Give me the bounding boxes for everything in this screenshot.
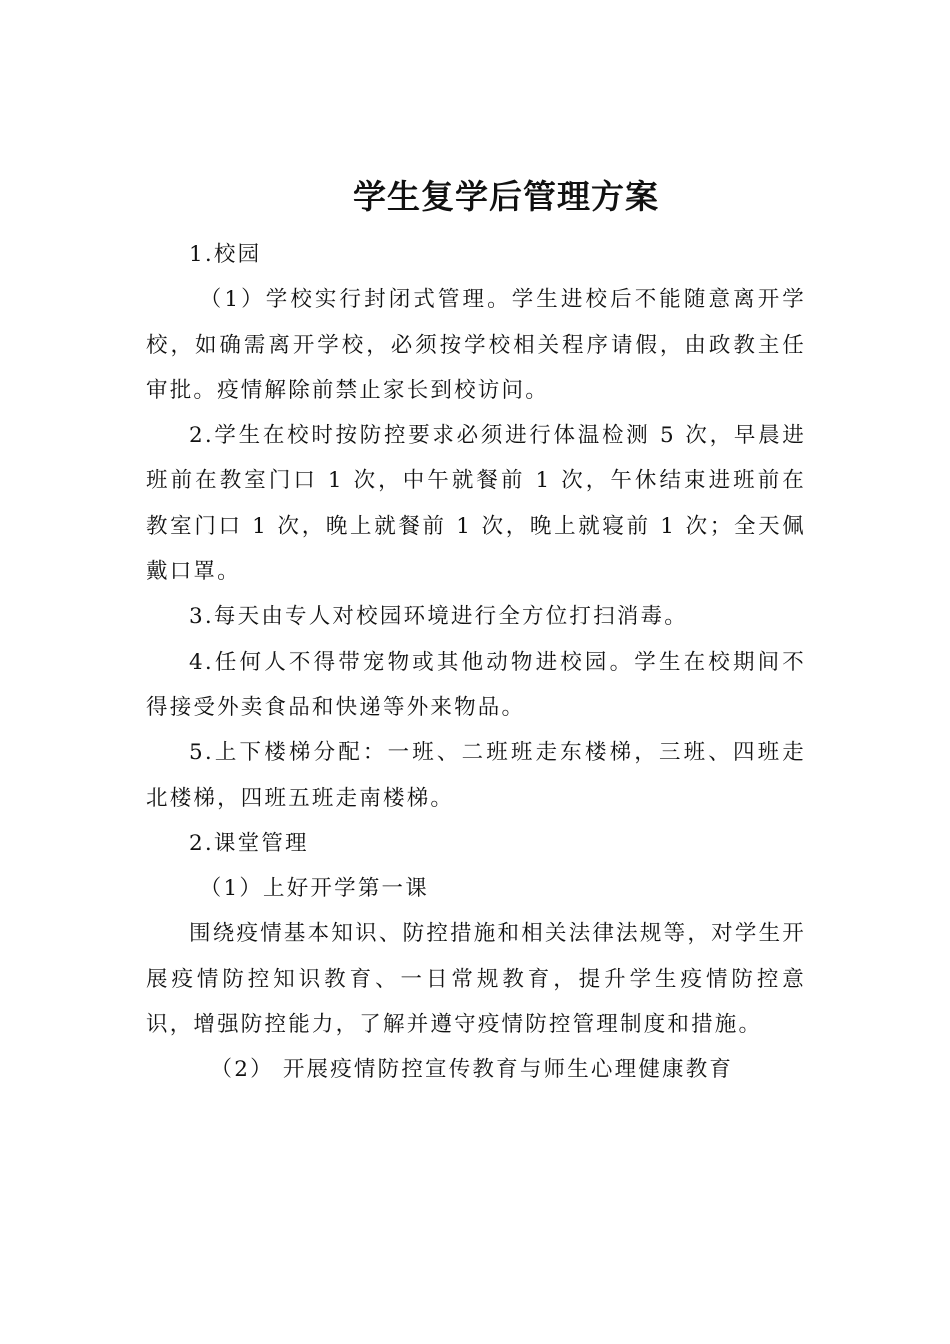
section-heading-campus: 1.校园: [189, 242, 262, 267]
paragraph-no-pets: 4.任何人不得带宠物或其他动物进校园。学生在校期间不得接受外卖食品和快递等外来物品。: [146, 649, 806, 720]
subheading-first-lesson: （1）上好开学第一课: [199, 876, 429, 902]
paragraph-temperature-check: 2.学生在校时按防控要求必须进行体温检测 5 次，早晨进班前在教室门口 1 次，中午就餐前 1 次，午休结束进班前在教室门口 1 次，晚上就餐前 1 次，晚上就寝前 1 次；全天佩戴口罩。: [146, 423, 806, 585]
paragraph-stairs: 5.上下楼梯分配：一班、二班班走东楼梯，三班、四班走北楼梯，四班五班走南楼梯。: [146, 740, 806, 811]
section-heading-classroom: 2.课堂管理: [189, 830, 309, 856]
document-title: 学生复学后管理方案: [353, 177, 659, 216]
subheading-health-education: （2） 开展疫情防控宣传教育与师生心理健康教育: [210, 1057, 734, 1083]
document-body: [146, 232, 806, 1093]
paragraph-disinfection: 3.每天由专人对校园环境进行全方位打扫消毒。: [189, 604, 688, 630]
paragraph-first-lesson: 围绕疫情基本知识、防控措施和相关法律法规等，对学生开展疫情防控知识教育、一日常规教育，提升学生疫情防控意识，增强防控能力，了解并遵守疫情防控管理制度和措施。: [146, 921, 806, 1038]
paragraph-closed-management: （1）学校实行封闭式管理。学生进校后不能随意离开学校，如确需离开学校，必须按学校相关程序请假，由政教主任审批。疫情解除前禁止家长到校访问。: [146, 287, 806, 403]
